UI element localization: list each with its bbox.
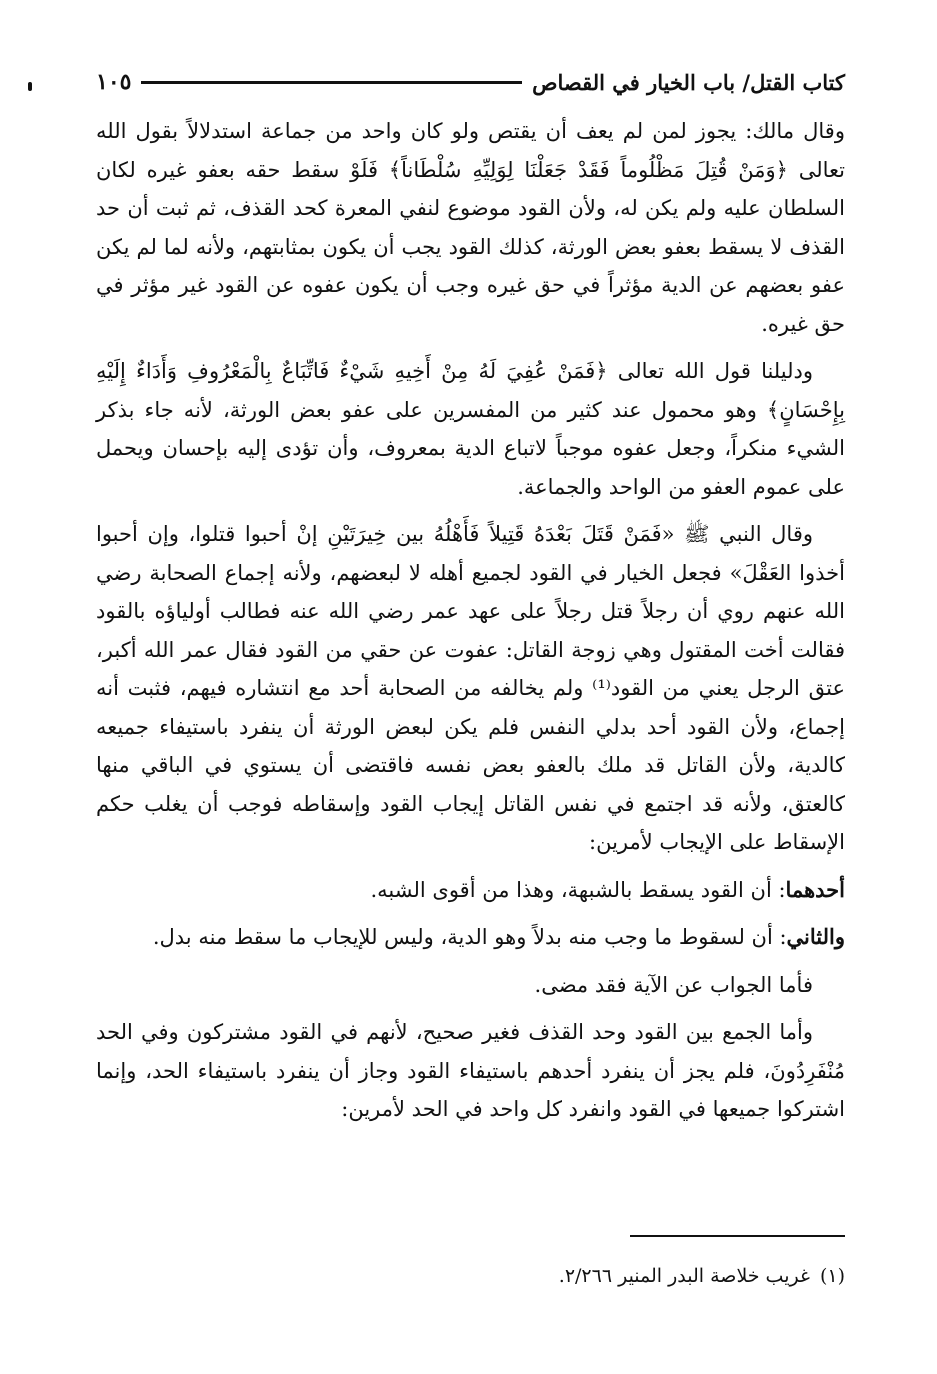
footnote <box>96 1262 845 1290</box>
margin-ink-mark <box>28 82 32 91</box>
paragraph-hadith-evidence: وقال النبي ﷺ «فَمَنْ قَتَلَ بَعْدَهُ قَتِيلاً فَأَهْلُهُ بين خِيرَتَيْنِ إنْ أحبوا قتلوا، وإن أحبوا أخذوا العَقْلَ» فجعل الخيار في القود لجميع أهله لا لبعضهم، ولأنه إجماع الصحابة رضي الله عنهم روي أن رجلاً قتل رجلاً على عهد عمر رضي الله عنه فطالب أولياؤه بالقود فقالت أخت المقتول وهي زوجة القاتل: عفوت عن حقي من القود فقال عمر الله أكبر، عتق الرجل يعني من القود⁽¹⁾ ولم يخالفه من الصحابة أحد مع انتشاره فيهم، فثبت أنه إجماع، ولأن القود أحد بدلي النفس فلم يكن لبعض الورثة أن ينفرد باستيفاء جميعه كالدية، ولأن القاتل قد ملك بالعفو بعض نفسه فاقتضى أن يستوي في الباقي منها كالعتق، ولأنه قد اجتمع في نفس القاتل إيجاب القود وإسقاطه فوجب أن يغلب حكم الإسقاط على الإيجاب لأمرين: <box>96 522 845 854</box>
paragraph-malik-opinion: وقال مالك: يجوز لمن لم يعف أن يقتص ولو كان واحد من جماعة استدلالاً بقول الله تعالى ﴿وَمَنْ قُتِلَ مَظْلُوماً فَقَدْ جَعَلْنَا لِوَلِيِّهِ سُلْطَاناً﴾ فَلَوْ سقط حقه بعفو غيره لكان السلطان عليه ولم يكن له، ولأن القود موضوع لنفي المعرة كحد القذف، ثم ثبت أن حد القذف لا يسقط بعفو بعض الورثة، كذلك القود يجب أن يكون بمثابتهم، ولأنه لما لم يكن عفو بعضهم عن الدية مؤثراً في حق غيره وجب أن يكون عفوه عن القود غير مؤثر في حق غيره. <box>96 119 845 336</box>
first-reason-text: : أن القود يسقط بالشبهة، وهذا من أقوى الشبه. <box>370 877 786 902</box>
footnote-text: غريب خلاصة البدر المنير ٢/٢٦٦. <box>558 1265 810 1287</box>
chapter-title: كتاب القتل/ باب الخيار في القصاص <box>532 69 845 95</box>
second-reason-text: : أن لسقوط ما وجب منه بدلاً وهو الدية، وليس للإيجاب ما سقط منه بدل. <box>152 925 787 949</box>
paragraph-answer-verse: فأما الجواب عن الآية فقد مضى. <box>534 972 813 997</box>
page-number: ١٠٥ <box>96 69 132 95</box>
header-rule <box>141 81 522 84</box>
main-text <box>96 112 845 1138</box>
footnote-number: (١) <box>819 1265 845 1287</box>
footnote-separator <box>630 1235 845 1237</box>
first-reason-label: أحدهما <box>785 876 845 902</box>
paragraph-our-evidence: ودليلنا قول الله تعالى ﴿فَمَنْ عُفِيَ لَهُ مِنْ أَخِيهِ شَيْءٌ فَاتِّبَاعٌ بِالْمَعْرُوفِ وَأَدَاءٌ إِلَيْهِ بِإِحْسَانٍ﴾ وهو محمول عند كثير من المفسرين على عفو بعض الورثة، لأنه جاء بذكر الشيء منكراً، وجعل عفوه موجباً لاتباع الدية بمعروف، وأن تؤدى إليه بإحسان ويحمل على عموم العفو من الواحد والجماعة. <box>96 359 845 499</box>
paragraph-first-reason <box>96 871 845 910</box>
running-header <box>96 64 845 100</box>
second-reason-label: والثاني <box>786 924 845 949</box>
paragraph-qadhf-comparison: وأما الجمع بين القود وحد القذف فغير صحيح، لأنهم في القود مشتركون وفي الحد مُنْفَرِدُونَ، فلم يجز أن ينفرد أحدهم باستيفاء القود وجاز أن ينفرد باستيفاء الحد، وإنما اشتركوا جميعها في القود وانفرد كل واحد في الحد لأمرين: <box>96 1020 845 1121</box>
paragraph-second-reason <box>96 918 845 957</box>
